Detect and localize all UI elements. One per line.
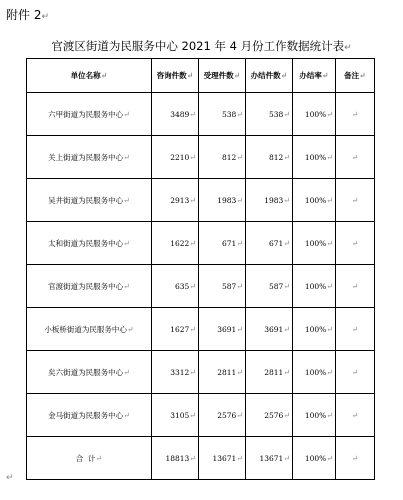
header-done-rate: 办结率↵ bbox=[293, 59, 336, 93]
cell-rate: 100%↵ bbox=[293, 222, 336, 265]
document-end-paragraph-mark: ↵ bbox=[6, 473, 14, 483]
table-row bbox=[27, 136, 375, 179]
cell-rate: 100%↵ bbox=[293, 265, 336, 308]
cell-rate: 100%↵ bbox=[293, 394, 336, 437]
cell-unit-name: 吴井街道为民服务中心↵ bbox=[27, 179, 152, 222]
cell-unit-name: 矣六街道为民服务中心↵ bbox=[27, 351, 152, 394]
table-row bbox=[27, 179, 375, 222]
cell-done: 587↵ bbox=[246, 265, 293, 308]
cell-remarks: ↵ bbox=[336, 308, 375, 351]
cell-unit-name: 关上街道为民服务中心↵ bbox=[27, 136, 152, 179]
cell-total-accept: 13671↵ bbox=[199, 437, 246, 480]
table-row bbox=[27, 351, 375, 394]
table-row bbox=[27, 308, 375, 351]
cell-done: 1983↵ bbox=[246, 179, 293, 222]
cell-done: 3691↵ bbox=[246, 308, 293, 351]
cell-remarks: ↵ bbox=[336, 351, 375, 394]
header-consult-count: 咨询件数↵ bbox=[152, 59, 199, 93]
table-row bbox=[27, 394, 375, 437]
cell-total-remarks: ↵ bbox=[336, 437, 375, 480]
table-row bbox=[27, 93, 375, 136]
cell-accept: 538↵ bbox=[199, 93, 246, 136]
cell-accept: 2576↵ bbox=[199, 394, 246, 437]
table-total-row bbox=[27, 437, 375, 480]
cell-total-consult: 18813↵ bbox=[152, 437, 199, 480]
cell-done: 2811↵ bbox=[246, 351, 293, 394]
cell-rate: 100%↵ bbox=[293, 136, 336, 179]
header-accept-count: 受理件数↵ bbox=[199, 59, 246, 93]
cell-unit-name: 小板桥街道为民服务中心↵ bbox=[27, 308, 152, 351]
cell-rate: 100%↵ bbox=[293, 93, 336, 136]
cell-remarks: ↵ bbox=[336, 265, 375, 308]
header-unit-name: 单位名称↵ bbox=[27, 59, 152, 93]
cell-remarks: ↵ bbox=[336, 179, 375, 222]
cell-done: 538↵ bbox=[246, 93, 293, 136]
cell-accept: 671↵ bbox=[199, 222, 246, 265]
cell-remarks: ↵ bbox=[336, 222, 375, 265]
cell-done: 671↵ bbox=[246, 222, 293, 265]
cell-accept: 812↵ bbox=[199, 136, 246, 179]
cell-consult: 1627↵ bbox=[152, 308, 199, 351]
statistics-table bbox=[26, 58, 375, 480]
document-title bbox=[0, 38, 403, 54]
cell-total-done: 13671↵ bbox=[246, 437, 293, 480]
cell-unit-name: 金马街道为民服务中心↵ bbox=[27, 394, 152, 437]
header-done-count: 办结件数↵ bbox=[246, 59, 293, 93]
cell-unit-name: 六甲街道为民服务中心↵ bbox=[27, 93, 152, 136]
table-row bbox=[27, 222, 375, 265]
paragraph-mark: ↵ bbox=[41, 12, 49, 22]
cell-accept: 587↵ bbox=[199, 265, 246, 308]
cell-accept: 2811↵ bbox=[199, 351, 246, 394]
cell-consult: 1622↵ bbox=[152, 222, 199, 265]
table-row bbox=[27, 265, 375, 308]
cell-done: 2576↵ bbox=[246, 394, 293, 437]
cell-accept: 3691↵ bbox=[199, 308, 246, 351]
cell-consult: 3489↵ bbox=[152, 93, 199, 136]
cell-total-label: 合 计↵ bbox=[27, 437, 152, 480]
cell-consult: 3312↵ bbox=[152, 351, 199, 394]
cell-unit-name: 太和街道为民服务中心↵ bbox=[27, 222, 152, 265]
cell-consult: 3105↵ bbox=[152, 394, 199, 437]
cell-rate: 100%↵ bbox=[293, 308, 336, 351]
cell-remarks: ↵ bbox=[336, 136, 375, 179]
cell-unit-name: 官渡街道为民服务中心↵ bbox=[27, 265, 152, 308]
annex-label bbox=[6, 6, 49, 23]
cell-done: 812↵ bbox=[246, 136, 293, 179]
cell-rate: 100%↵ bbox=[293, 179, 336, 222]
cell-total-rate: 100%↵ bbox=[293, 437, 336, 480]
annex-text: 附件 2 bbox=[6, 8, 42, 22]
title-text: 官渡区街道为民服务中心 2021 年 4 月份工作数据统计表 bbox=[51, 39, 345, 53]
header-remarks: 备注↵ bbox=[336, 59, 375, 93]
cell-accept: 1983↵ bbox=[199, 179, 246, 222]
table-header-row bbox=[27, 59, 375, 93]
paragraph-mark: ↵ bbox=[344, 43, 352, 53]
cell-rate: 100%↵ bbox=[293, 351, 336, 394]
cell-remarks: ↵ bbox=[336, 93, 375, 136]
cell-remarks: ↵ bbox=[336, 394, 375, 437]
cell-consult: 635↵ bbox=[152, 265, 199, 308]
cell-consult: 2210↵ bbox=[152, 136, 199, 179]
cell-consult: 2913↵ bbox=[152, 179, 199, 222]
